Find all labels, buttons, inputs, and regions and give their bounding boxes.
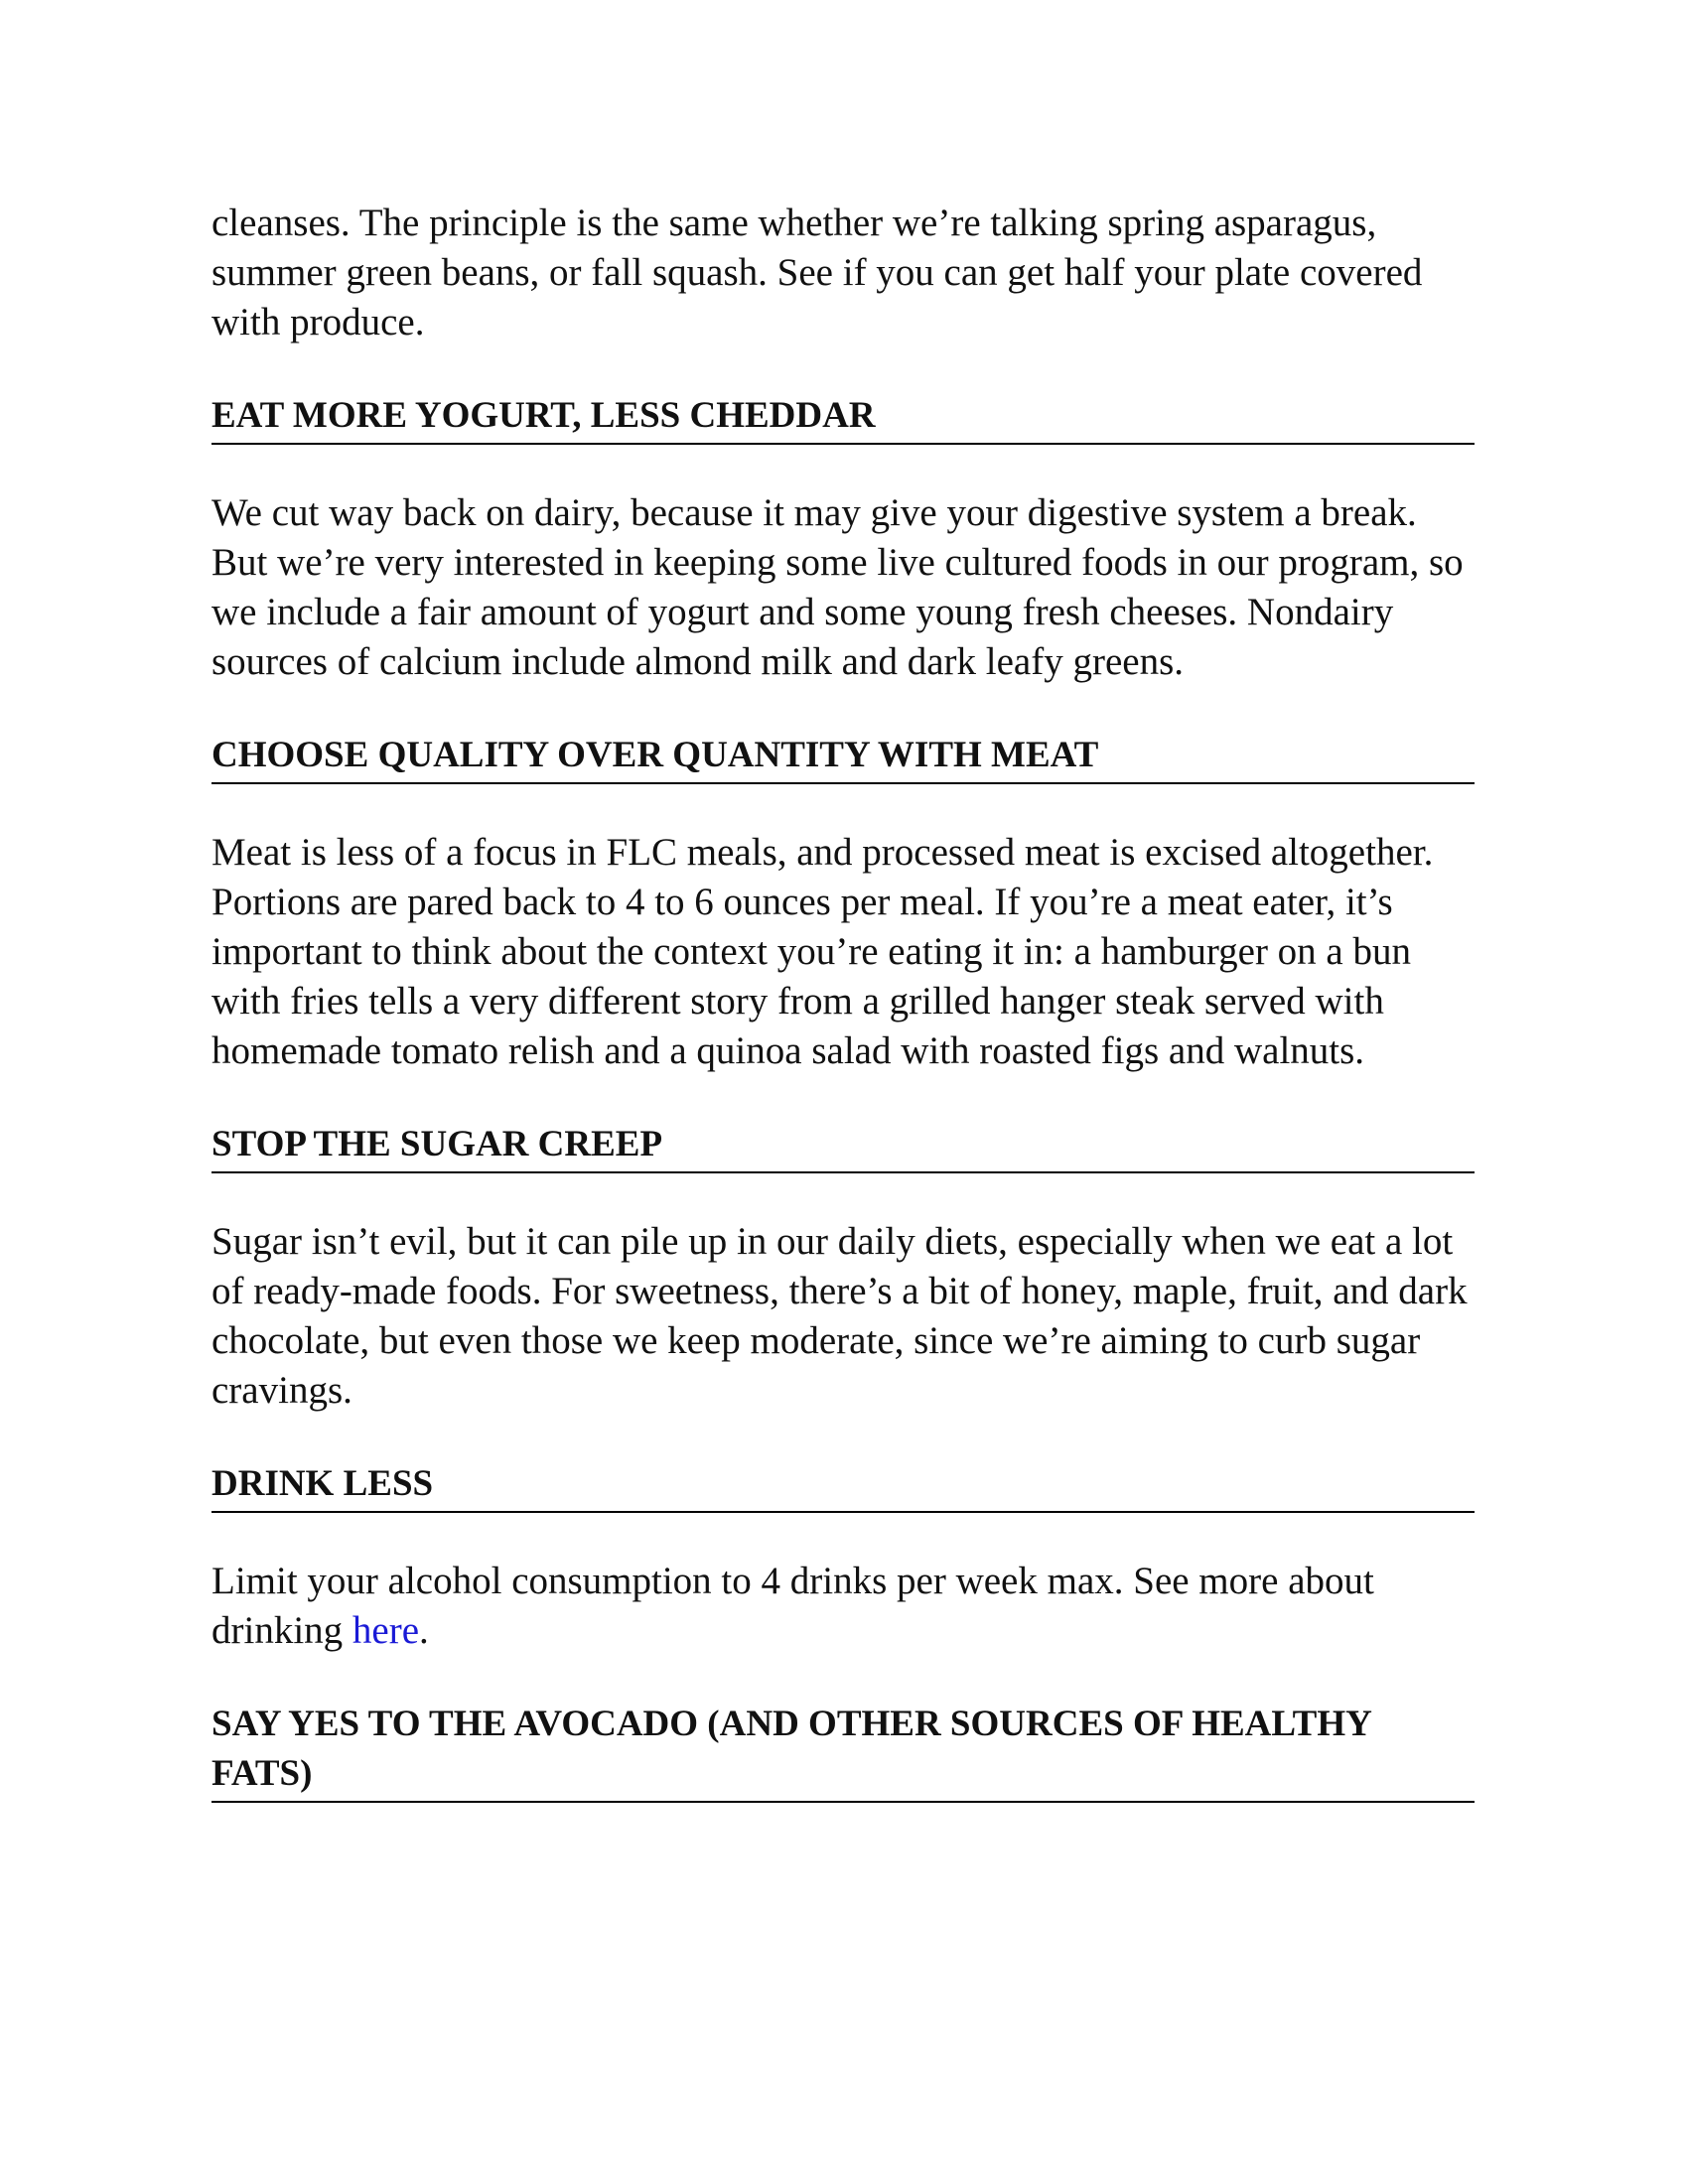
section-heading-sugar <box>211 1120 1475 1173</box>
section-heading-yogurt <box>211 391 1475 445</box>
section-heading-avocado <box>211 1700 1475 1803</box>
drink-text-before-link: Limit your alcohol consumption to 4 drinks per week max. See more about drinking <box>211 1560 1374 1652</box>
heading-text: EAT MORE YOGURT, LESS CHEDDAR <box>211 395 876 436</box>
drink-text-after-link: . <box>419 1609 429 1652</box>
section-heading-drink <box>211 1459 1475 1513</box>
section-body-sugar: Sugar isn’t evil, but it can pile up in our daily diets, especially when we eat a lot of ready-made foods. For sweetness, there’s a bit of honey, maple, fruit, and dark chocolate, but even those we keep moderate, since we’re aiming to curb sugar cravings. <box>211 1220 1468 1412</box>
heading-text: DRINK LESS <box>211 1463 434 1504</box>
section-heading-meat <box>211 731 1475 784</box>
heading-text: SAY YES TO THE AVOCADO (AND OTHER SOURCES OF HEALTHY FATS) <box>211 1704 1371 1794</box>
heading-text: CHOOSE QUALITY OVER QUANTITY WITH MEAT <box>211 735 1099 775</box>
heading-text: STOP THE SUGAR CREEP <box>211 1124 663 1164</box>
drinking-link[interactable]: here <box>352 1609 420 1652</box>
intro-paragraph: cleanses. The principle is the same whether we’re talking spring asparagus, summer green beans, or fall squash. See if you can get half your plate covered with produce. <box>211 202 1423 343</box>
section-body-meat: Meat is less of a focus in FLC meals, and processed meat is excised altogether. Portions are pared back to 4 to 6 ounces per meal. If you’re a meat eater, it’s important to think about the context you’re eating it in: a hamburger on a bun with fries tells a very different story from a grilled hanger steak served with homemade tomato relish and a quinoa salad with roasted figs and walnuts. <box>211 831 1434 1072</box>
document-page <box>211 199 1475 1846</box>
section-body-yogurt: We cut way back on dairy, because it may give your digestive system a break. But we’re very interested in keeping some live cultured foods in our program, so we include a fair amount of yogurt and some young fresh cheeses. Nondairy sources of calcium include almond milk and dark leafy greens. <box>211 491 1464 683</box>
section-body-drink <box>211 1557 1475 1656</box>
